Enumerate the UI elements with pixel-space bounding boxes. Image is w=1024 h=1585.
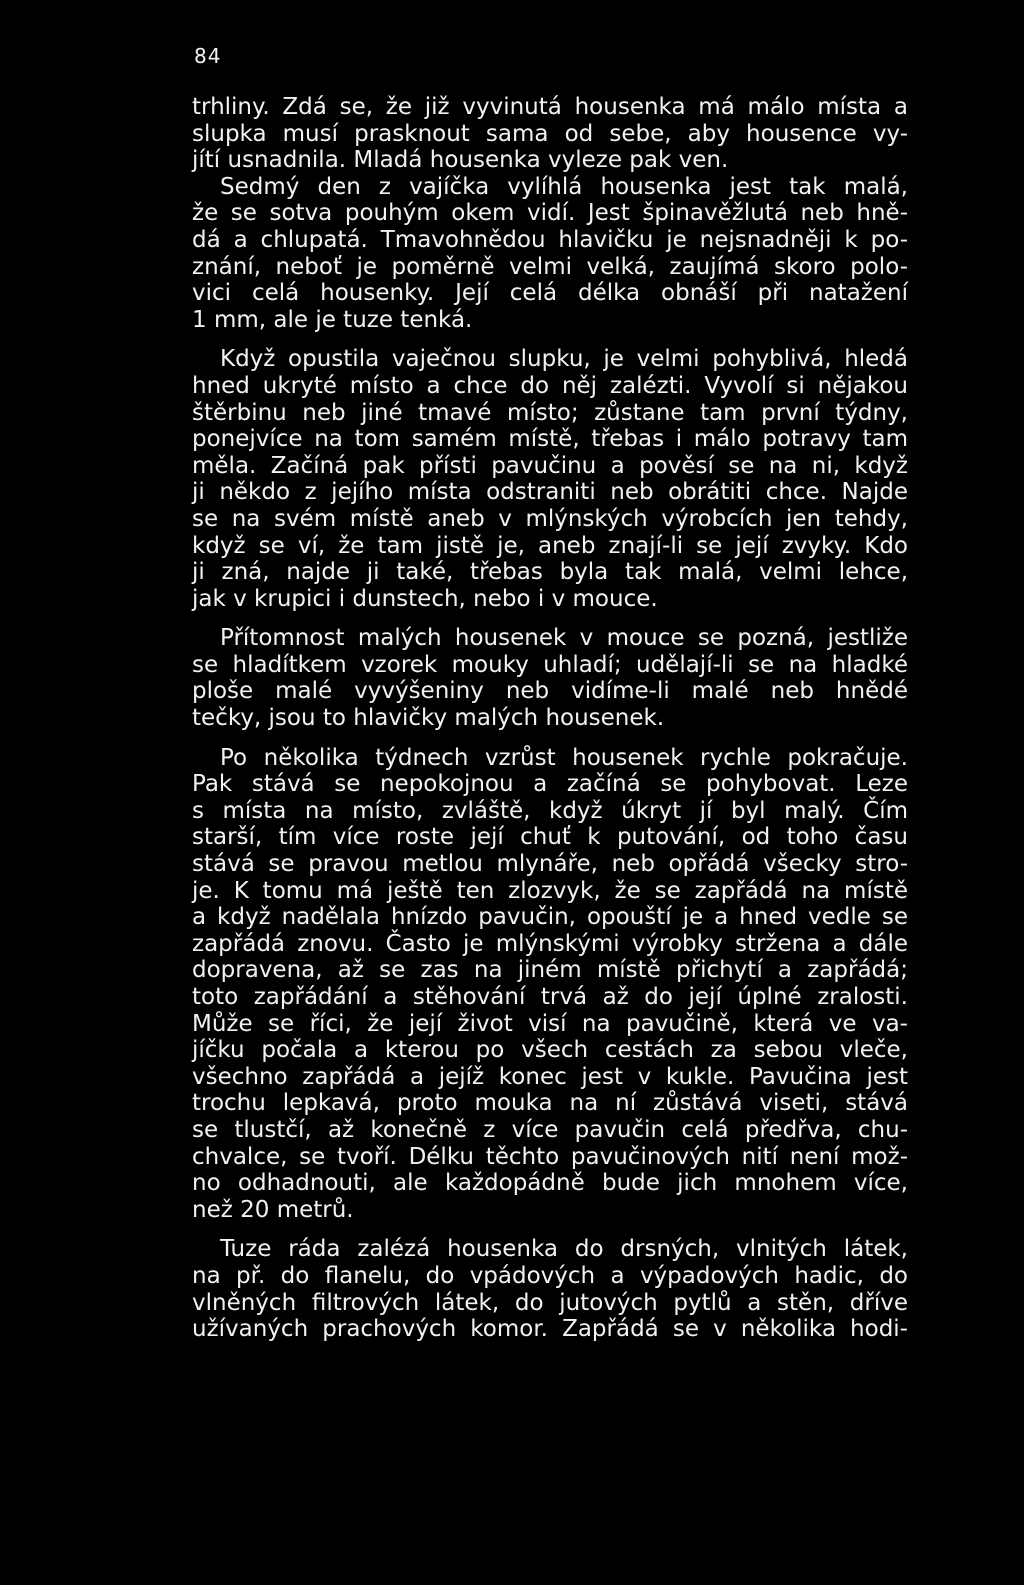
paragraph: [192, 745, 908, 1224]
body-text: [192, 94, 908, 1343]
text-line: Sedmý den z vajíčka vylíhlá housenka jest tak malá,: [220, 173, 908, 200]
text-line: stává se pravou metlou mlynáře, neb opřádá všecky stro-: [192, 851, 908, 878]
text-line: ploše malé vyvýšeniny neb vidíme-li malé neb hnědé: [192, 678, 908, 705]
text-line: Tuze ráda zalézá housenka do drsných, vlnitých látek,: [220, 1236, 908, 1263]
text-line: se na svém místě aneb v mlýnských výrobcích jen tehdy,: [192, 505, 908, 532]
text-line: s místa na místo, zvláště, když úkryt jí byl malý. Čím: [192, 797, 908, 824]
paragraph: [192, 625, 908, 731]
text-line: znání, neboť je poměrně velmi velká, zaujímá skoro polo-: [192, 253, 908, 280]
text-line: měla. Začíná pak přísti pavučinu a pověsí se na ni, když: [192, 452, 908, 479]
text-line: Pak stává se nepokojnou a začíná se pohybovat. Leze: [192, 771, 908, 798]
text-line: hned ukryté místo a chce do něj zalézti. Vyvolí si nějakou: [192, 372, 908, 399]
text-line: štěrbinu neb jiné tmavé místo; zůstane tam první týdny,: [192, 399, 908, 426]
text-line: jak v krupici i dunstech, nebo i v mouce.: [192, 585, 658, 612]
text-line: ji zná, najde ji také, třebas byla tak malá, velmi lehce,: [192, 559, 908, 586]
text-line: slupka musí prasknout sama od sebe, aby housence vy-: [192, 120, 908, 147]
text-line: že se sotva pouhým okem vidí. Jest špinavěžlutá neb hně-: [192, 200, 908, 227]
paragraph: [192, 346, 908, 612]
text-line: vlněných filtrových látek, do jutových pytlů a stěn, dříve: [192, 1289, 908, 1316]
text-line: než 20 metrů.: [192, 1196, 354, 1223]
text-line: dopravena, až se zas na jiném místě přichytí a zapřádá;: [192, 957, 908, 984]
text-line: ponejvíce na tom samém místě, třebas i málo potravy tam: [192, 426, 908, 453]
text-line: chvalce, se tvoří. Délku těchto pavučinových nití není mož-: [192, 1143, 908, 1170]
text-line: tečky, jsou to hlavičky malých housenek.: [192, 705, 665, 732]
text-line: ji někdo z jejího místa odstraniti neb obrátiti chce. Najde: [192, 479, 908, 506]
paragraph: [192, 174, 908, 334]
text-line: zapřádá znovu. Často je mlýnskými výrobky stržena a dále: [192, 930, 908, 957]
text-line: no odhadnouti, ale každopádně bude jich mnohem více,: [192, 1170, 908, 1197]
text-line: starší, tím více roste její chuť k putování, od toho času: [192, 824, 908, 851]
text-line: trhliny. Zdá se, že již vyvinutá housenka má málo místa a: [192, 94, 908, 120]
paragraph: [192, 1236, 908, 1342]
text-line: když se ví, že tam jistě je, aneb znají-li se její zvyky. Kdo: [192, 532, 908, 559]
text-line: je. K tomu má ještě ten zlozvyk, že se zapřádá na místě: [192, 877, 908, 904]
text-line: 1 mm, ale je tuze tenká.: [192, 306, 473, 333]
paragraph: [192, 94, 908, 174]
text-line: dá a chlupatá. Tmavohnědou hlavičku je nejsnadněji k po-: [192, 226, 908, 253]
text-line: se hladítkem vzorek mouky uhladí; udělají-li se na hladké: [192, 651, 908, 678]
text-line: užívaných prachových komor. Zapřádá se v několika hodi-: [192, 1316, 908, 1343]
text-line: jítí usnadnila. Mladá housenka vyleze pak ven.: [192, 147, 729, 174]
text-line: na př. do flanelu, do vpádových a výpadových hadic, do: [192, 1262, 908, 1289]
text-line: a když nadělala hnízdo pavučin, opouští je a hned vedle se: [192, 904, 908, 931]
text-line: vici celá housenky. Její celá délka obnáší při natažení: [192, 280, 908, 307]
text-line: jíčku počala a kterou po všech cestách za sebou vleče,: [192, 1037, 908, 1064]
text-line: Může se říci, že její život visí na pavučině, která ve va-: [192, 1010, 908, 1037]
text-line: Po několika týdnech vzrůst housenek rychle pokračuje.: [220, 744, 908, 771]
text-line: všechno zapřádá a jejíž konec jest v kukle. Pavučina jest: [192, 1063, 908, 1090]
text-line: toto zapřádání a stěhování trvá až do její úplné zralosti.: [192, 984, 908, 1010]
text-line: Přítomnost malých housenek v mouce se pozná, jestliže: [220, 625, 908, 652]
text-line: Když opustila vaječnou slupku, je velmi pohyblivá, hledá: [220, 346, 908, 373]
text-line: se tlustčí, až konečně z více pavučin celá předřva, chu-: [192, 1116, 908, 1143]
text-line: trochu lepkavá, proto mouka na ní zůstává viseti, stává: [192, 1090, 908, 1117]
page-number: 84: [194, 44, 222, 68]
